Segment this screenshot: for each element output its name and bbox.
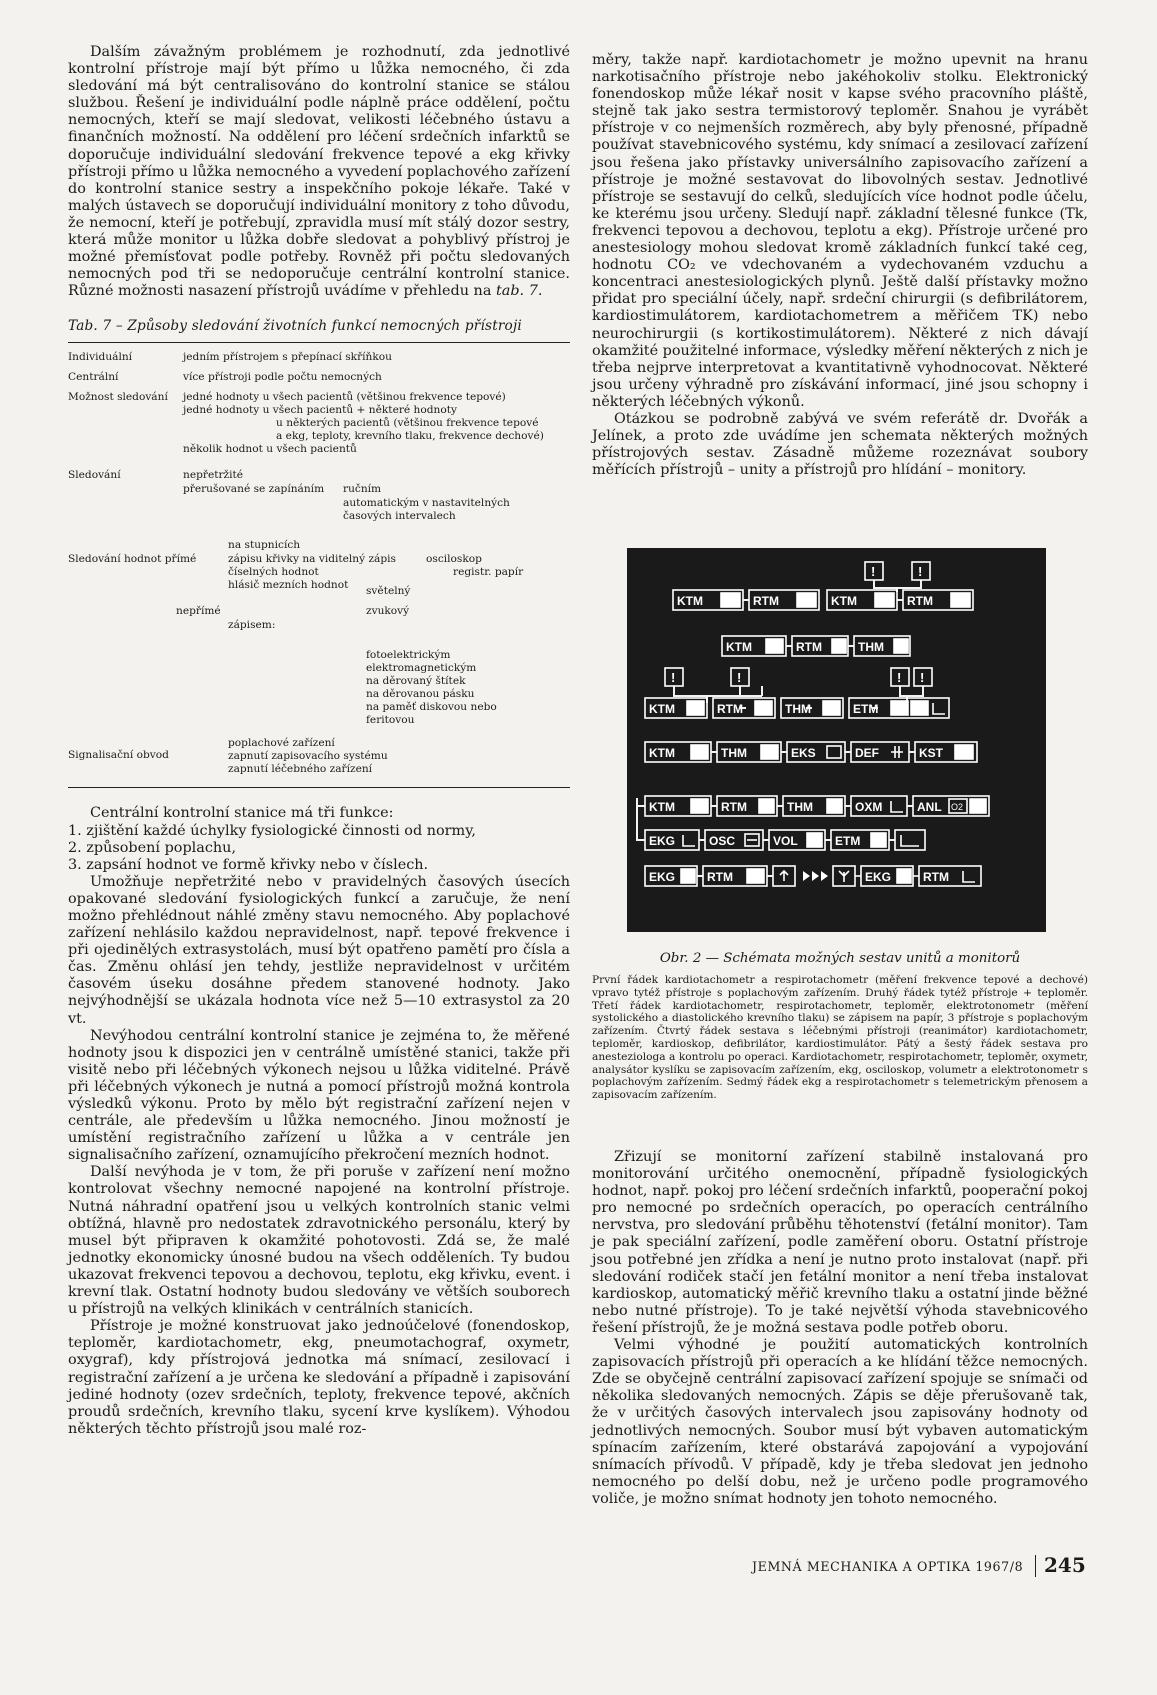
row-label-individual: Individuální [68,351,133,364]
paragraph-dalsi: Další nevýhoda je v tom, že při poruše v zařízení není možno kontrolovat všechny nemocné napojené na kontrolní přístroje. Nutná náhradní opatření jsou u velkých kontrolních stanic velmi obtížná, hlavně pro nedostatek zdravotnického personálu, který by musel být připraven k okamžité pohotovosti. Zdá se, že malé jednotky ekonomicky únosné budou na všech odděleních. Ty budou ukazovat frekvenci tepovou a dechovou, teplotu, ekg křivku, event. i krevní tlak. Ostatní hodnoty budou sledovány ve větších souborech u přístrojů na velkých klinikách v centrálních stanicích. [68,1164,570,1318]
cell-oscilloscope: osciloskop [426,553,482,566]
row-label-central: Centrální [68,371,119,384]
function-item: 2. způsobení poplachu, [68,839,237,856]
cell-possibility-3: u některých pacientů (většinou frekvence tepové [276,417,539,430]
label-anl: ANL [917,800,942,814]
alarm-box [665,668,683,686]
cell-automatic-2: časových intervalech [343,510,456,523]
figure-diagram [627,548,1046,932]
page-footer [752,1555,1088,1579]
label-ekg: EKG [649,870,676,884]
page-number: 245 [1044,1553,1086,1577]
function-item: 3. zapsání hodnot ve formě křivky nebo v číslech. [68,856,429,873]
table-bottom-rule [68,787,570,788]
label-ekg: EKG [649,834,676,848]
cell-paper: registr. papír [453,566,524,579]
telemetry-arrows [803,871,828,881]
cell-possibility-2: jedné hodnoty u všech pacientů + některé hodnoty [183,404,457,417]
cell-on-scales: na stupnicích [228,539,301,552]
cell-light: světelný [366,585,411,598]
alarm-box [731,668,749,686]
unit-ktm-1b [827,590,897,610]
label-etm: ETM [835,834,861,848]
label-def: DEF [855,746,879,760]
figure-description: První řádek kardiotachometr a respirotachometr (měření frekvence tepové a dechové) vpravo tytéž přístroje s poplachovým zařízením. Druhý řádek tytéž přístroje + teploměr. Třetí řádek kardiotachometr, respirotachometr, teploměr, elektrotonometr (měření systolického a diastolického krevního tlaku) se zápisem na papír, 3 přístroje s poplachovým zařízením. Čtvrtý řádek sestava s léčebnými přístroji (reanimátor) kardiotachometr, teploměr, kardioskop, defibrilátor, kardiostimulátor. Pátý a šestý řádek sestava pro anesteziologa a kontrolu po operaci. Kardiotachometr, respirotachometr, teploměr, oxymetr, analysátor kyslíku se zapisovacím zařízením, ekg, osciloskop, volumetr a elektrotonometr s poplachovým zařízením. Sedmý řádek ekg a respirotachometr s telemetrickým přenosem a zapisovacím zařízením. [592,974,1088,1102]
unit-oxm-5 [851,796,907,816]
cell-punched-card: na děrovaný štítek [366,675,466,688]
label-oxm: OXM [855,800,883,814]
label-alarm: ! [737,670,742,685]
paragraph-continued: měry, takže např. kardiotachometr je možno upevnit na hranu narkotisačního přístroje nebo jakéhokoliv stolku. Elektronický fonendoskop může lékař nosit v kapse svého pracovního pláště, stejně tak jako sestra termistorový teploměr. Snahou je vyrábět přístroje v co nejmenších rozměrech, aby byly přenosné, případně používat stavebnicového systému, kdy snímací a zesilovací zařízení jsou řešena jako přístavky universálního zapisovacího zařízení a přístroje je možné sestavovat do libovolných sestav. Jednotlivé přístroje se sestavují do celků, sledujících více hodnot podle účelu, ke kterému jsou určeny. Sledují např. základní tělesné funkce (Tk, frekvenci tepovou a dechovou, teplotu a ekg). Přístroje určené pro anestesiology mohou sledovat kromě základních funkcí také ceg, hodnotu CO₂ ve vdechovaném a vydechovaném vzduchu a koncentraci anestesiologických plynů. Ještě další přístavky možno přidat pro speciální účely, např. srdeční chirurgii (s defibrilátorem, kardiostimulátorem, kardiotachometrem a měřičem TK) nebo neurochirurgii (s kortikostimulátorem). Některé z nich dávají okamžité použitelné informace, výsledky měření některých z nich je třeba nejprve interpretovat a kvantitativně vyhodnocovat. Některé jsou určeny výhradně pro získávání informací, jiné jsou schopny i některých léčebných výkonů. [592,52,1088,410]
label-o2: O2 [951,802,964,812]
cell-automatic-1: automatickým v nastavitelných [343,497,510,510]
label-ktm: KTM [677,594,703,608]
figure-caption: Obr. 2 — Schémata možných sestav unitů a monitorů [659,951,1021,966]
unit-def-4 [851,742,909,762]
unit-eks-4 [787,742,845,762]
cell-manual: ručním [343,483,382,496]
label-alarm: ! [871,564,876,579]
alarm-box [914,668,932,686]
cell-alarm-3: zapnutí léčebného zařízení [228,763,373,776]
row-label-signal: Signalisační obvod [68,749,169,762]
monitoring-table [68,343,570,791]
unit-etm-3 [849,698,949,718]
unit-etm-6 [831,830,889,850]
cell-punched-tape: na děrovanou pásku [366,688,475,701]
label-kst: KST [919,746,943,760]
cell-alarm-1: poplachové zařízení [228,737,335,750]
label-ktm: KTM [649,702,675,716]
alarm-box [865,562,883,580]
label-rtm: RTM [923,870,949,884]
paragraph-nevyhoda: Nevýhodou centrální kontrolní stanice je zejména to, že měřené hodnoty jsou k dispozici jen v centrálně umístěné stanici, takže při visitě nebo při léčebných výkonech nejsou u lůžka viditelné. Právě při léčebných výkonech je nutná a pomocí přístrojů možná kontrola výsledků výkonu. Proto by mělo být registrační zařízení nejen v centrále, ale především u lůžka nemocného. Jinou možností je umístění registračního zařízení u lůžka a v centrále jen signalisačního zařízení, oznamujícího překročení mezních hodnot. [68,1027,570,1164]
label-thm: THM [858,640,884,654]
label-alarm: ! [897,670,902,685]
label-thm: THM [721,746,747,760]
unit-ktm-5 [645,796,711,816]
unit-rtm-2 [792,636,848,656]
cell-possibility-5: několik hodnot u všech pacientů [183,443,357,456]
unit-rtm-1 [749,590,819,610]
label-vol: VOL [773,834,798,848]
label-thm: THM [787,800,813,814]
row-label-indirect: nepřímé [176,605,221,618]
unit-ekg-7b [861,866,913,886]
cell-central: více přístroji podle počtu nemocných [183,371,382,384]
unit-rtm-7b [919,866,981,886]
label-ktm: KTM [649,800,675,814]
row-label-direct: Sledování hodnot přímé [68,553,197,566]
label-rtm: RTM [721,800,747,814]
cell-memory-2: feritovou [366,714,415,727]
paragraph-otazkou: Otázkou se podrobně zabývá ve svém referátě dr. Dvořák a Jelínek, a proto zde uvádíme jen schemata některých možných přístrojových sestav. Zásadně můžeme rozeznávat soubory měřících přístrojů – unity a přístrojů pro hlídání – monitory. [592,410,1088,479]
cell-electromag: elektromagnetickým [366,662,477,675]
right-column-lower [592,1149,1088,1508]
function-item: 1. zjištění každé úchylky fysiologické činnosti od normy, [68,822,476,839]
label-ktm: KTM [649,746,675,760]
unit-anl-5 [913,796,989,816]
unit-osc-6 [705,830,763,850]
cell-recording: zápisem: [228,619,276,632]
unit-rtm-7 [703,866,767,886]
unit-thm-4 [717,742,781,762]
figure-unit-schemes [627,548,1046,932]
left-column [68,44,570,1438]
label-rtm: RTM [907,594,933,608]
label-ktm: KTM [726,640,752,654]
cell-intermittent: přerušované se zapínáním [183,483,325,496]
unit-ktm-3 [645,698,707,718]
cell-memory-1: na paměť diskovou nebo [366,701,497,714]
alarm-box [891,668,909,686]
cell-alarm-2: zapnutí zapisovacího systému [228,750,388,763]
paragraph-pristroje: Přístroje je možné konstruovat jako jednoúčelové (fonendoskop, teploměr, kardiotachometr, ekg, pneumotachograf, oxymetr, oxygraf), kdy přístrojová jednotka má snímací, zesilovací i registrační zařízení a je určena ke sledování a případně i zapisování jediné hodnoty (ozev srdečních, teploty, frekvence tepové, akčních proudů srdečních, krevního tlaku, sycení krve kyslíkem). Výhodou některých těchto přístrojů jsou malé roz- [68,1318,570,1437]
alarm-box [912,562,930,580]
journal-name: JEMNÁ MECHANIKA A OPTIKA 1967/8 [752,1559,1024,1574]
cell-sound: zvukový [366,605,410,618]
unit-ktm-2 [722,636,786,656]
label-alarm: ! [918,564,923,579]
label-etm: ETM [853,702,879,716]
unit-rtm-1b [903,590,973,610]
transmitter-box [773,866,795,886]
unit-rtm-5 [717,796,777,816]
paragraph-zrizuji: Zřizují se monitorní zařízení stabilně instalovaná pro monitorování určitého onemocnění, případně fysiologických hodnot, např. pokoj pro léčení srdečních infarktů, pooperační pokoj pro nemocné po srdečních operacích, po operacích centrálního nervstva, pro sledování průběhu těhotenství (fetální monitor). Tam je pak speciální zařízení, podle zaměření oboru. Ostatní přístroje jsou potřebné jen zřídka a není je nutno proto instalovat (např. při sledování rodiček stačí jen fetální monitor a není třeba instalovat kardioskop, automatický měřič krevního tlaku a ostatní jinde běžné nebo nutné přístroje). To je také největší výhoda stavebnicového řešení přístrojů, že je možná sestava podle potřeb oboru. [592,1149,1088,1336]
label-osc: OSC [709,834,736,848]
label-rtm: RTM [796,640,822,654]
cell-limit-alarm: hlásič mezních hodnot [228,579,349,592]
unit-rec-6 [895,830,925,850]
cell-individual: jedním přístrojem s přepínací skříňkou [183,351,392,364]
label-eks: EKS [791,746,816,760]
unit-ktm-4 [645,742,711,762]
unit-kst-4 [915,742,977,762]
intro-text: Dalším závažným problémem je rozhodnutí, zda jednotlivé kontrolní přístroje mají být přímo u lůžka nemocného, či zda sledování má být centralisováno do kontrolní stanice se stálou službou. Řešení je individuální podle náplně práce oddělení, počtu nemocných, kteří se mají sledovat, velikosti léčebného ústavu a finančních možností. Na oddělení pro léčení srdečních infarktů se doporučuje individuální sledování frekvence tepové a ekg křivky přístroji přímo u lůžka nemocného a vyvedení poplachového zařízení do kontrolní stanice sestry a inspekčního pokoje lékaře. Také v malých ústavech se doporučují individuální monitory z toho důvodu, že nemocní, kteří je potřebují, zpravidla musí mít stálý dozor sestry, která může monitor u lůžka dobře sledovat a pohyblivý přístroj je možné přemísťovat podle potřeby. Rovněž při počtu sledovaných nemocných pod tři se nedoporučuje centrální kontrolní stanice. Různé možnosti nasazení přístrojů uvádíme v přehledu na [68,44,570,300]
row-label-possibility: Možnost sledování [68,391,168,404]
paragraph-umoznuje: Umožňuje nepřetržité nebo v pravidelných časových úsecích opakované sledování fysiologických funkcí a zaručuje, že není možno přehlédnout náhlé změny stavu nemocného. Aby poplachové zařízení nehlásilo každou nepravidelnost, např. tepové frekvence i při ojedinělých extrasystolách, musí být opatřeno pamětí pro čísla a čas. Změnu ohlásí jen tehdy, jestliže nepravidelnost v určitém časovém úseku dosáhne předem stanovené hodnoty. Jako nejvýhodnější se ukázala hodnota více než 5—10 extrasystol za 20 vt. [68,873,570,1027]
unit-thm-5 [783,796,845,816]
label-rtm: RTM [707,870,733,884]
paragraph-velmi: Velmi výhodné je použití automatických kontrolních zapisovacích přístrojů při operacích a ke hlídání těžce nemocných. Zde se obyčejně centrální zapisovací zařízení spojuje se snímači od několika sledovaných nemocných. Zápis se děje přerušovaně tak, že v určitých časových intervalech jsou zapisovány hodnoty od jednotlivých nemocných. Soubor musí být vybaven automatickým spínacím zařízením, které obstarává zapojování a vypojování snímacích přívodů. V případě, kdy je třeba sledovat jen jednoho nemocného po delší dobu, než je určeno podle programového voliče, je možno snímat hodnoty jen tohoto nemocného. [592,1337,1088,1507]
paragraph-intro [68,44,570,300]
right-column [592,52,1088,479]
label-alarm: ! [920,670,925,685]
table-reference: tab. 7. [495,283,543,300]
cell-photo: fotoelektrickým [366,649,451,662]
unit-vol-6 [769,830,825,850]
receiver-box [833,866,855,886]
unit-ktm-1 [673,590,743,610]
label-alarm: ! [671,670,676,685]
unit-ekg-7 [645,866,697,886]
label-thm: THM [785,702,811,716]
cell-continuous: nepřetržité [183,469,244,482]
label-ekg: EKG [865,870,892,884]
cell-possibility-1: jedné hodnoty u všech pacientů (většinou frekvence tepové) [183,391,506,404]
label-ktm: KTM [831,594,857,608]
row-label-monitoring: Sledování [68,469,121,482]
unit-ekg-6 [645,830,699,850]
footer-divider [1035,1555,1036,1577]
cell-curve-record: zápisu křivky na viditelný zápis [228,553,396,566]
functions-intro: Centrální kontrolní stanice má tři funkce: [90,805,394,822]
figure-labels [645,562,989,886]
label-rtm: RTM [717,702,743,716]
cell-numeric: číselných hodnot [228,566,319,579]
cell-possibility-4: a ekg, teploty, krevního tlaku, frekvence dechové) [276,430,544,443]
functions-list [68,823,570,874]
unit-thm-2 [854,636,910,656]
table-caption: Tab. 7 – Způsoby sledování životních funkcí nemocných přístroji [68,318,522,335]
label-rtm: RTM [753,594,779,608]
